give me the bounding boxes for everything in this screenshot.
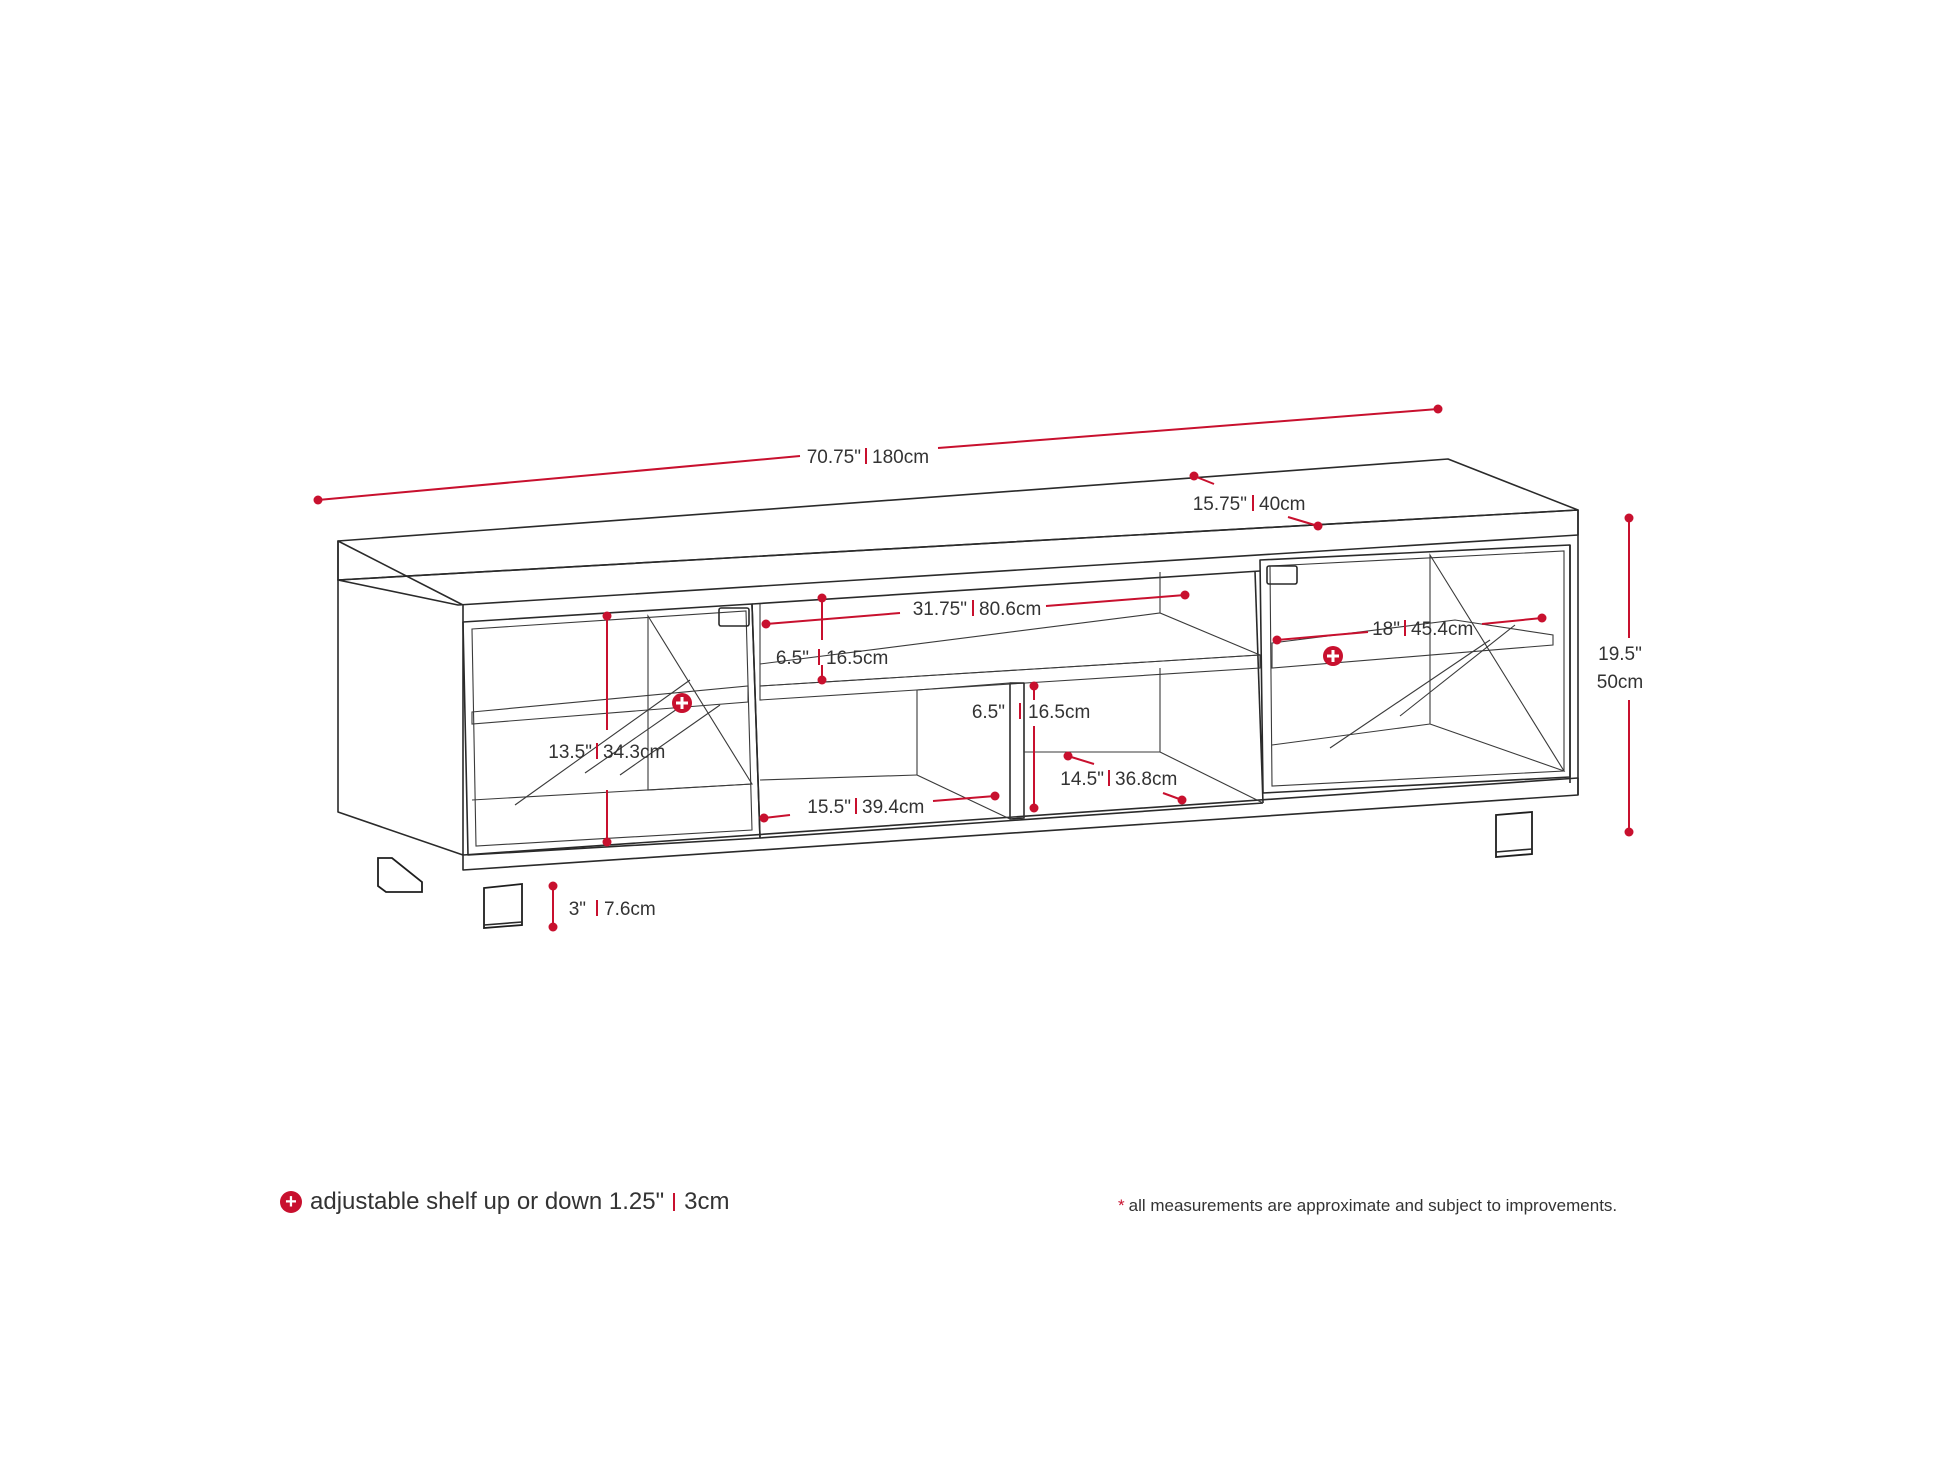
left-height-inches-label: 13.5" bbox=[548, 742, 592, 763]
center-left-width-cm-label: 39.4cm bbox=[862, 797, 925, 818]
right-shelf-width-inches-label: 18" bbox=[1372, 619, 1400, 640]
measurement-footnote bbox=[1118, 1196, 1617, 1216]
center-right-width-inches-label: 14.5" bbox=[1060, 769, 1104, 790]
plus-circle-icon: + bbox=[280, 1191, 302, 1213]
center-shelf-width-inches-label: 31.75" bbox=[912, 599, 967, 620]
center-top-height-inches-label: 6.5" bbox=[775, 648, 809, 669]
center-shelf-width-cm-label: 80.6cm bbox=[979, 599, 1042, 620]
width-inches-label: 70.75" bbox=[806, 447, 861, 468]
top-slab-upper-face bbox=[338, 459, 1578, 580]
bottom-plinth bbox=[463, 778, 1578, 870]
right-door-handle-icon bbox=[1267, 566, 1297, 584]
center-top-height-cm-label: 16.5cm bbox=[826, 648, 889, 669]
right-glass-door bbox=[1260, 545, 1570, 793]
footnote-text: all measurements are approximate and subject to improvements. bbox=[1128, 1196, 1618, 1215]
legend-text: adjustable shelf up or down 1.25" bbox=[310, 1188, 665, 1215]
depth-cm-label: 40cm bbox=[1259, 494, 1306, 515]
width-cm-label: 180cm bbox=[872, 447, 930, 468]
center-right-width-cm-label: 36.8cm bbox=[1115, 769, 1178, 790]
legend-cm: 3cm bbox=[684, 1188, 730, 1215]
center-mid-height-inches-label: 6.5" bbox=[971, 702, 1005, 723]
dimension-labels bbox=[548, 447, 1643, 920]
leg-height-cm-label: 7.6cm bbox=[604, 899, 656, 920]
leg-back-left bbox=[378, 858, 422, 892]
height-inches-label: 19.5" bbox=[1598, 644, 1642, 665]
leg-front-left bbox=[484, 884, 522, 928]
left-side-panel bbox=[338, 541, 463, 855]
right-shelf-width-cm-label: 45.4cm bbox=[1411, 619, 1474, 640]
depth-inches-label: 15.75" bbox=[1192, 494, 1247, 515]
height-cm-label: 50cm bbox=[1596, 672, 1644, 693]
legend-separator bbox=[673, 1193, 675, 1211]
leg-height-inches-label: 3" bbox=[568, 899, 586, 920]
left-glass-door bbox=[463, 604, 760, 855]
adjustable-shelf-marker-right bbox=[1323, 646, 1343, 666]
adjustable-shelf-marker-left bbox=[672, 693, 692, 713]
center-left-width-inches-label: 15.5" bbox=[807, 797, 851, 818]
center-divider bbox=[1010, 683, 1024, 819]
left-height-cm-label: 34.3cm bbox=[603, 742, 666, 763]
tv-stand-drawing bbox=[338, 459, 1578, 928]
footnote-star: * bbox=[1118, 1196, 1125, 1215]
center-mid-height-cm-label: 16.5cm bbox=[1028, 702, 1091, 723]
adjustable-shelf-legend bbox=[280, 1188, 729, 1216]
